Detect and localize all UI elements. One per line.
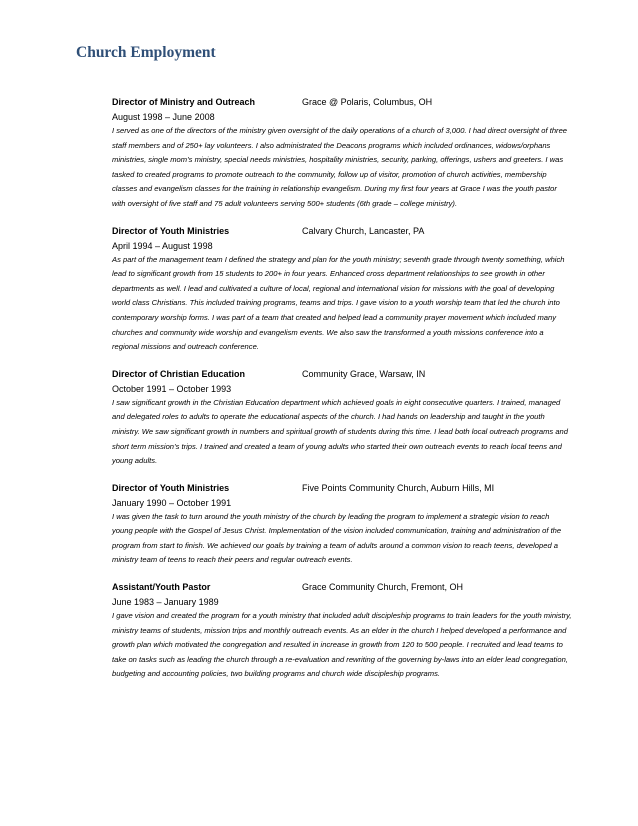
job-place: Calvary Church, Lancaster, PA bbox=[302, 225, 425, 236]
job-entry bbox=[112, 367, 572, 469]
job-header bbox=[112, 481, 572, 496]
job-entry bbox=[112, 481, 572, 568]
section-title: Church Employment bbox=[76, 44, 216, 61]
job-dates: January 1990 – October 1991 bbox=[112, 497, 232, 508]
job-dates: April 1994 – August 1998 bbox=[112, 240, 213, 251]
job-description: I served as one of the directors of the ministry given oversight of the daily operations of a church of 3,000. I had direct oversight of three staff members and of 250+ lay volunteers. I also administrated the Deacons programs which included ordinances, widows/orphans ministries, single mom’s ministry, special needs ministries, hospitality ministries, security, parking, offerings, ushers and greeters. I was tasked to created programs to promote outreach to the community, follow up of visitor, promotion of church activities, membership classes and evangelism classes for the training in relationship evangelism. During my first four years at Grace I was the youth pastor with oversight of five staff and 75 adult volunteers serving 500+ students (6th grade – college ministry). bbox=[112, 126, 568, 208]
job-place: Grace Community Church, Fremont, OH bbox=[302, 582, 464, 593]
job-description: As part of the management team I defined the strategy and plan for the youth ministry; seventh grade through twenty something, which lead to significant growth from 15 students to 200+ in four years. Enhanced cross department relationships to see growth in other departments as well. I lead and cultivated a culture of local, regional and international vision for missions with the goal of developing world class Christians. This included training programs, teams and trips. I gave vision to a youth worship team that led the church into contemporary worship forms. I was part of a team that created and helped lead a community prayer movement which included many churches and community wide worship and evangelism events. We also saw the transformed a youth missions conference into a regional missions and outreach conference. bbox=[112, 254, 565, 352]
job-description: I gave vision and created the program for a youth ministry that included adult discipleship programs to train leaders for the youth ministry, ministry teams of students, mission trips and monthly outreach events. As an elder in the church I helped developed a performance and growth plan which motivated the congregation and resulted in increase in growth from 120 to 500 people. I recruited and lead teams to take on tasks such as leading the church through a re-evaluation and rewriting of the governing by-laws into an elder lead congregation, budgeting and accounting policies, two building programs and church wide discipleship programs. bbox=[112, 611, 572, 679]
job-place: Grace @ Polaris, Columbus, OH bbox=[302, 97, 433, 107]
job-list bbox=[112, 95, 572, 694]
job-dates: June 1983 – January 1989 bbox=[112, 597, 219, 608]
job-place: Five Points Community Church, Auburn Hills, MI bbox=[302, 482, 495, 493]
job-role: Director of Ministry and Outreach bbox=[112, 97, 256, 107]
job-header bbox=[112, 95, 572, 110]
job-role: Director of Youth Ministries bbox=[112, 482, 230, 493]
job-dates: August 1998 – June 2008 bbox=[112, 112, 215, 122]
job-dates: October 1991 – October 1993 bbox=[112, 383, 232, 394]
job-description: I was given the task to turn around the youth ministry of the church by leading the program to implement a strategic vision to reach young people with the Gospel of Jesus Christ. Implementation of the vision included communication, training and administration of the program from start to finish. We achieved our goals by training a team of adults around a common vision to reach teens, developed a ministry team of teens to reach their peers and regular outreach events. bbox=[112, 511, 562, 565]
job-role: Director of Christian Education bbox=[112, 368, 246, 379]
job-header bbox=[112, 224, 572, 239]
job-place: Community Grace, Warsaw, IN bbox=[302, 368, 426, 379]
job-header bbox=[112, 580, 572, 595]
job-entry bbox=[112, 95, 572, 212]
job-entry bbox=[112, 224, 572, 355]
job-entry bbox=[112, 580, 572, 682]
job-description: I saw significant growth in the Christian Education department which achieved goals in eight consecutive quarters. I trained, managed and delegated roles to adults to operate the educational aspects of the church. I had hands on leadership and taught in the youth ministry. We saw significant growth in numbers and spiritual growth of students during this time. I lead both local outreach programs and short term mission’s trips. I trained and created a team of young adults who started their own outreach events to reach local teens and young adults. bbox=[112, 397, 568, 466]
job-header bbox=[112, 367, 572, 382]
job-role: Director of Youth Ministries bbox=[112, 225, 230, 236]
job-role: Assistant/Youth Pastor bbox=[112, 582, 211, 593]
